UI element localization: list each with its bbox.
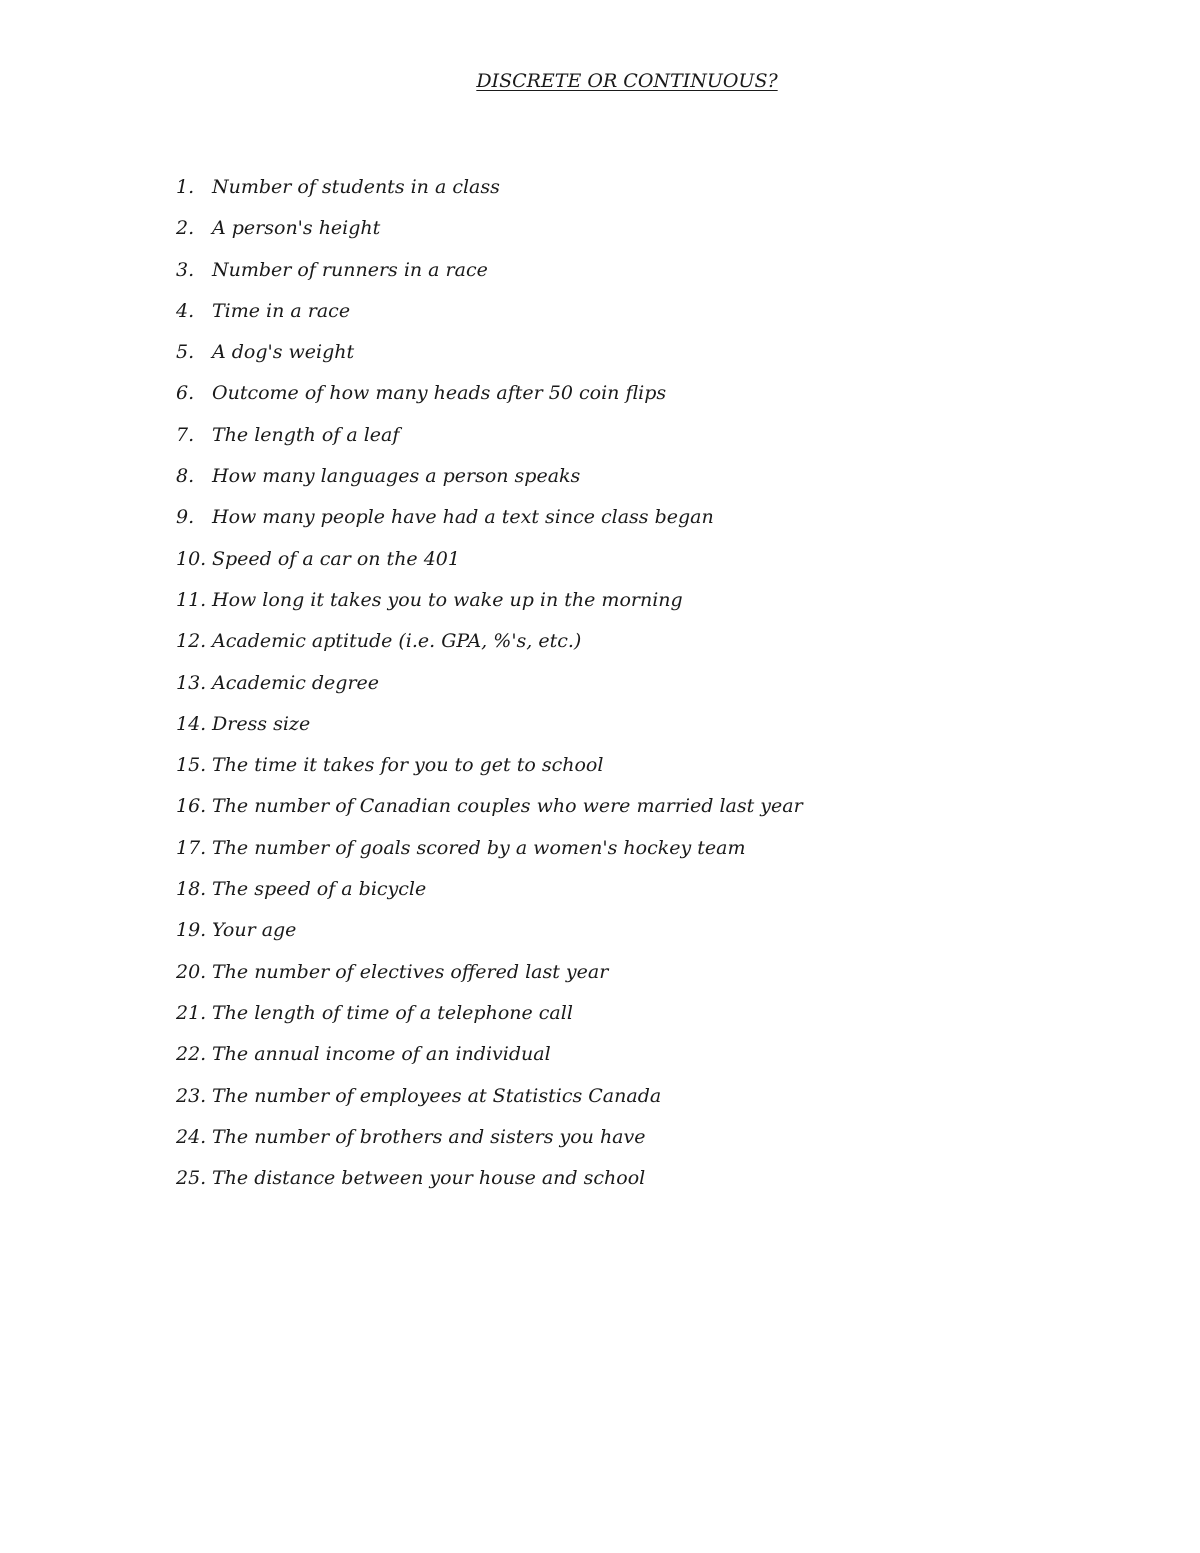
item-number: 23. — [176, 1084, 207, 1107]
list-item — [176, 1161, 803, 1202]
item-text: The number of brothers and sisters you have — [212, 1125, 646, 1148]
item-text: Number of runners in a race — [212, 258, 488, 281]
list-item — [176, 1079, 803, 1120]
item-number: 14. — [176, 712, 207, 735]
item-number: 8. — [176, 465, 195, 488]
item-number: 24. — [176, 1125, 207, 1148]
item-number: 17. — [176, 836, 207, 859]
list-item — [176, 335, 803, 376]
item-text: The number of Canadian couples who were married last year — [212, 795, 803, 818]
list-item — [176, 831, 803, 872]
item-number: 1. — [176, 176, 195, 198]
item-number: 5. — [176, 341, 195, 364]
list-item — [176, 748, 803, 789]
item-number: 21. — [176, 1001, 207, 1024]
item-number: 25. — [176, 1167, 207, 1190]
list-item — [176, 542, 803, 583]
item-number: 10. — [176, 547, 207, 570]
item-number: 16. — [176, 795, 207, 818]
item-text: Outcome of how many heads after 50 coin flips — [212, 382, 667, 405]
item-number: 9. — [176, 506, 195, 529]
item-text: How many people have had a text since class began — [212, 506, 714, 529]
list-item — [176, 955, 803, 996]
list-item — [176, 418, 803, 459]
list-item — [176, 913, 803, 954]
item-text: A dog's weight — [212, 341, 355, 364]
list-item — [176, 1120, 803, 1161]
list-item — [176, 789, 803, 830]
list-item — [176, 624, 803, 665]
list-item — [176, 500, 803, 541]
list-item — [176, 872, 803, 913]
list-item — [176, 666, 803, 707]
item-text: How long it takes you to wake up in the morning — [212, 588, 683, 611]
item-text: The number of employees at Statistics Canada — [212, 1084, 662, 1107]
item-text: The length of a leaf — [212, 423, 400, 446]
list-item — [176, 1037, 803, 1078]
item-number: 7. — [176, 423, 195, 446]
item-number: 2. — [176, 217, 195, 240]
list-item — [176, 376, 803, 417]
item-text: Your age — [212, 919, 297, 942]
item-text: Number of students in a class — [212, 176, 500, 198]
item-number: 19. — [176, 919, 207, 942]
item-text: The speed of a bicycle — [212, 878, 427, 901]
item-number: 6. — [176, 382, 195, 405]
item-text: Academic aptitude (i.e. GPA, %'s, etc.) — [212, 630, 582, 653]
item-text: The number of goals scored by a women's hockey team — [212, 836, 746, 859]
list-item — [176, 253, 803, 294]
item-number: 15. — [176, 754, 207, 777]
list-item — [176, 583, 803, 624]
item-number: 4. — [176, 299, 195, 322]
item-number: 13. — [176, 671, 207, 694]
list-item — [176, 996, 803, 1037]
item-number: 3. — [176, 258, 195, 281]
item-text: Academic degree — [212, 671, 380, 694]
item-text: The time it takes for you to get to school — [212, 754, 604, 777]
list-item — [176, 294, 803, 335]
list-item — [176, 459, 803, 500]
item-number: 11. — [176, 588, 207, 611]
item-number: 18. — [176, 878, 207, 901]
list-item — [176, 707, 803, 748]
item-text: The length of time of a telephone call — [212, 1001, 573, 1024]
item-text: Speed of a car on the 401 — [212, 547, 460, 570]
item-number: 12. — [176, 630, 207, 653]
document-title: DISCRETE OR CONTINUOUS? — [476, 70, 778, 92]
question-list — [176, 170, 803, 1202]
item-text: Time in a race — [212, 299, 351, 322]
list-item — [176, 211, 803, 252]
item-text: The distance between your house and school — [212, 1167, 646, 1190]
item-text: How many languages a person speaks — [212, 465, 581, 488]
item-number: 20. — [176, 960, 207, 983]
item-number: 22. — [176, 1043, 207, 1066]
item-text: Dress size — [212, 712, 311, 735]
item-text: The annual income of an individual — [212, 1043, 551, 1066]
list-item — [176, 170, 803, 211]
item-text: The number of electives offered last year — [212, 960, 609, 983]
item-text: A person's height — [212, 217, 381, 240]
